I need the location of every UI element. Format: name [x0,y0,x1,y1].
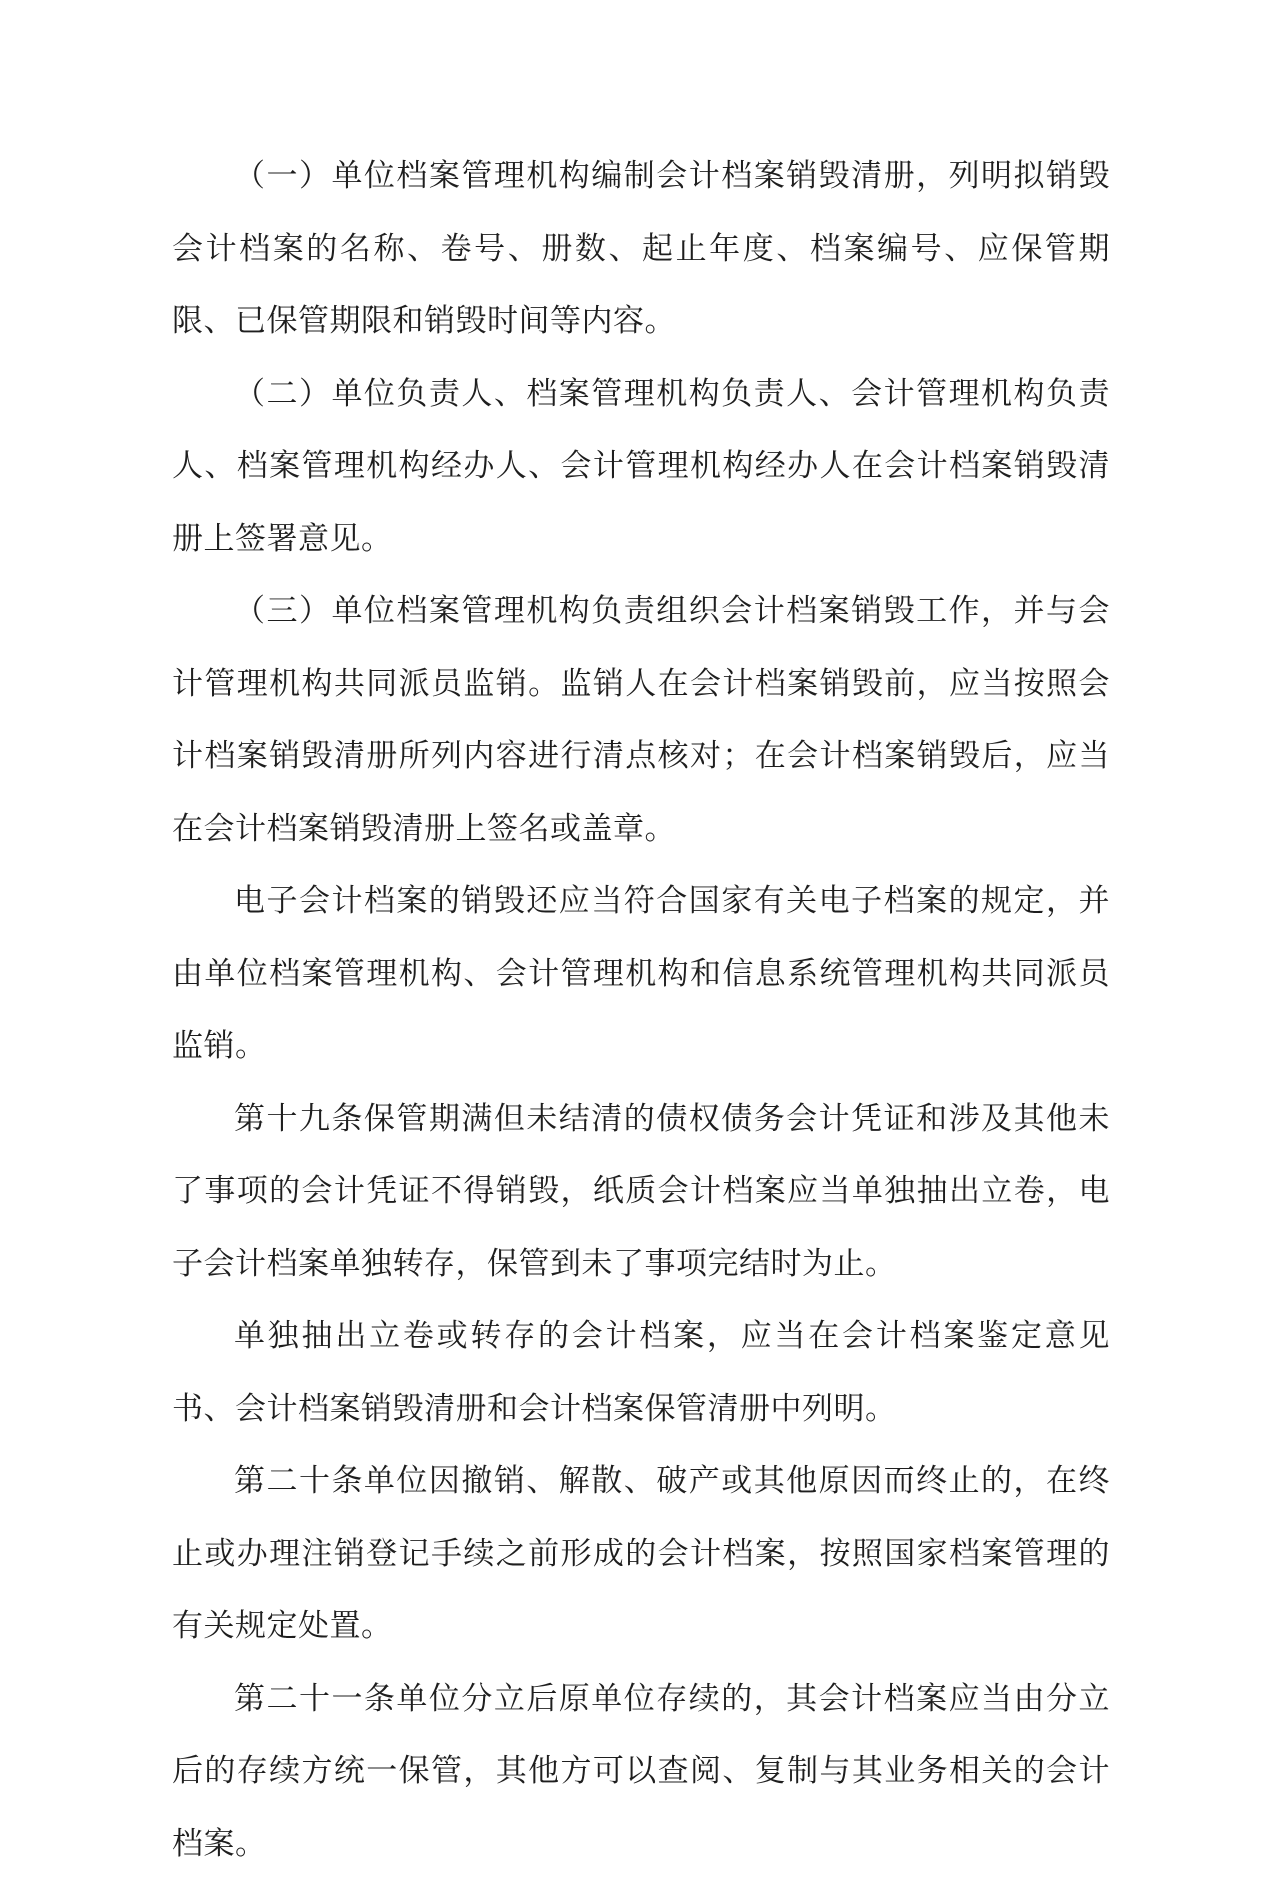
document-paragraph: 电子会计档案的销毁还应当符合国家有关电子档案的规定，并由单位档案管理机构、会计管理机构和信息系统管理机构共同派员监销。 [172,865,1110,1083]
document-paragraph: （二）单位负责人、档案管理机构负责人、会计管理机构负责人、档案管理机构经办人、会计管理机构经办人在会计档案销毁清册上签署意见。 [172,358,1110,576]
document-paragraph: （一）单位档案管理机构编制会计档案销毁清册，列明拟销毁会计档案的名称、卷号、册数、起止年度、档案编号、应保管期限、已保管期限和销毁时间等内容。 [172,140,1110,358]
document-paragraph: 第二十一条单位分立后原单位存续的，其会计档案应当由分立后的存续方统一保管，其他方可以查阅、复制与其业务相关的会计档案。 [172,1663,1110,1880]
document-text-body [172,140,1110,1880]
document-paragraph: 第二十条单位因撤销、解散、破产或其他原因而终止的，在终止或办理注销登记手续之前形成的会计档案，按照国家档案管理的有关规定处置。 [172,1445,1110,1663]
document-paragraph: 单独抽出立卷或转存的会计档案，应当在会计档案鉴定意见书、会计档案销毁清册和会计档案保管清册中列明。 [172,1300,1110,1445]
document-paragraph: 第十九条保管期满但未结清的债权债务会计凭证和涉及其他未了事项的会计凭证不得销毁，纸质会计档案应当单独抽出立卷，电子会计档案单独转存，保管到未了事项完结时为止。 [172,1083,1110,1301]
document-paragraph: （三）单位档案管理机构负责组织会计档案销毁工作，并与会计管理机构共同派员监销。监销人在会计档案销毁前，应当按照会计档案销毁清册所列内容进行清点核对；在会计档案销毁后，应当在会计档案销毁清册上签名或盖章。 [172,575,1110,865]
